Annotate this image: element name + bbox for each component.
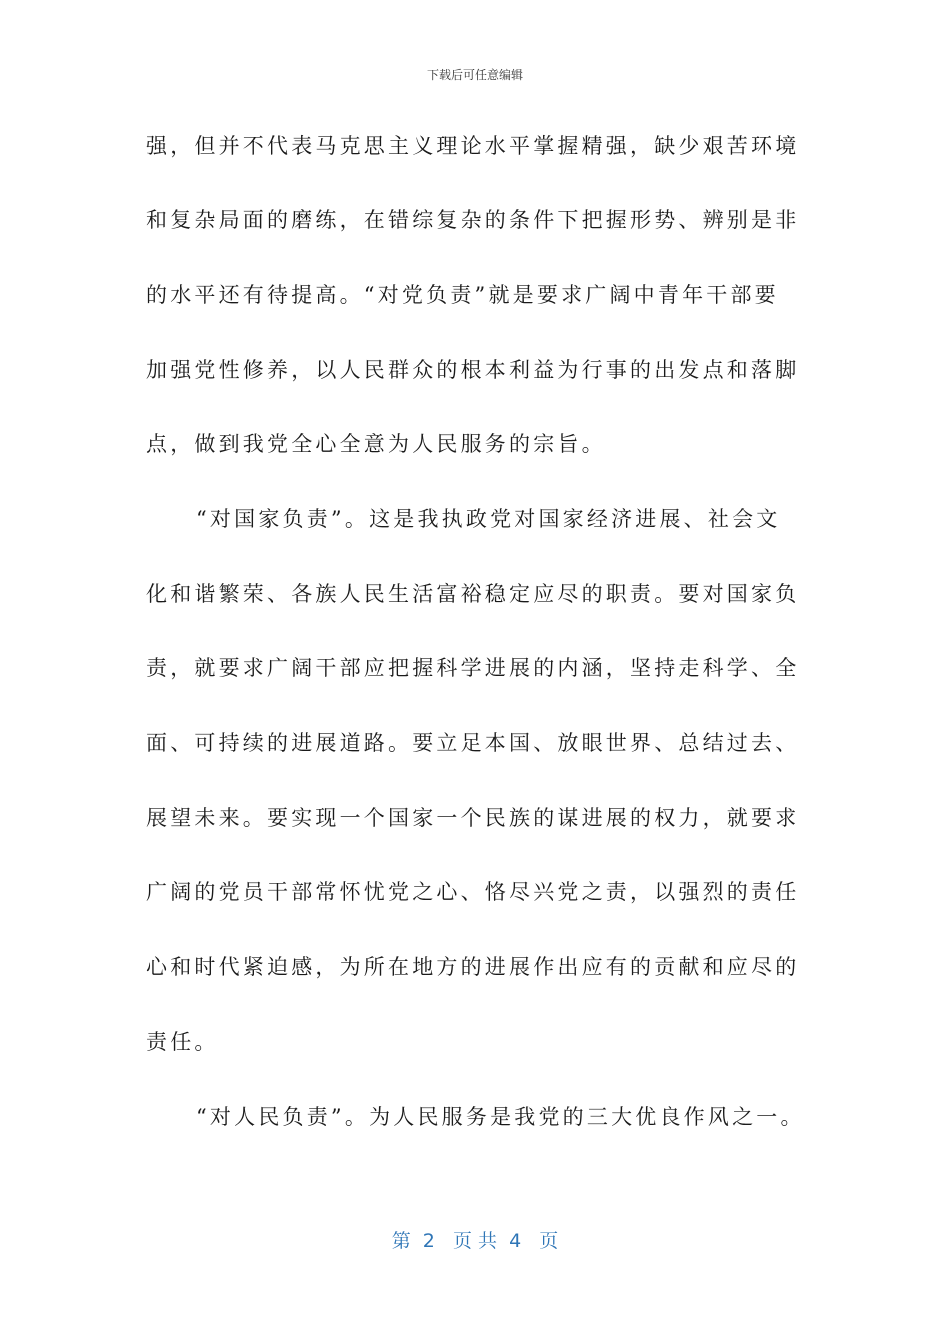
text-line: 心和时代紧迫感，为所在地方的进展作出应有的贡献和应尽的 [146, 955, 800, 979]
text-line: 广阔的党员干部常怀忧党之心、恪尽兴党之责，以强烈的责任 [146, 880, 800, 904]
text-line: 展望未来。要实现一个国家一个民族的谋进展的权力，就要求 [146, 806, 800, 830]
paragraph-start-line: “对人民负责”。为人民服务是我党的三大优良作风之一。 [196, 1105, 805, 1129]
paragraph-start-line: “对国家负责”。这是我执政党对国家经济进展、社会文 [196, 507, 781, 531]
text-line: 加强党性修养，以人民群众的根本利益为行事的出发点和落脚 [146, 358, 800, 382]
text-line: 强，但并不代表马克思主义理论水平掌握精强，缺少艰苦环境 [146, 134, 800, 158]
text-line: 责，就要求广阔干部应把握科学进展的内涵，坚持走科学、全 [146, 656, 800, 680]
text-line: 责任。 [146, 1030, 219, 1054]
page-number-footer: 第 2 页 共 4 页 [391, 1230, 559, 1252]
page-header: 下载后可任意编辑 [426, 68, 523, 82]
text-line: 的水平还有待提高。“对党负责”就是要求广阔中青年干部要 [146, 283, 779, 307]
text-line: 和复杂局面的磨练，在错综复杂的条件下把握形势、辨别是非 [146, 208, 800, 232]
text-line: 点，做到我党全心全意为人民服务的宗旨。 [146, 432, 606, 456]
text-line: 面、可持续的进展道路。要立足本国、放眼世界、总结过去、 [146, 731, 800, 755]
text-line: 化和谐繁荣、各族人民生活富裕稳定应尽的职责。要对国家负 [146, 582, 800, 606]
